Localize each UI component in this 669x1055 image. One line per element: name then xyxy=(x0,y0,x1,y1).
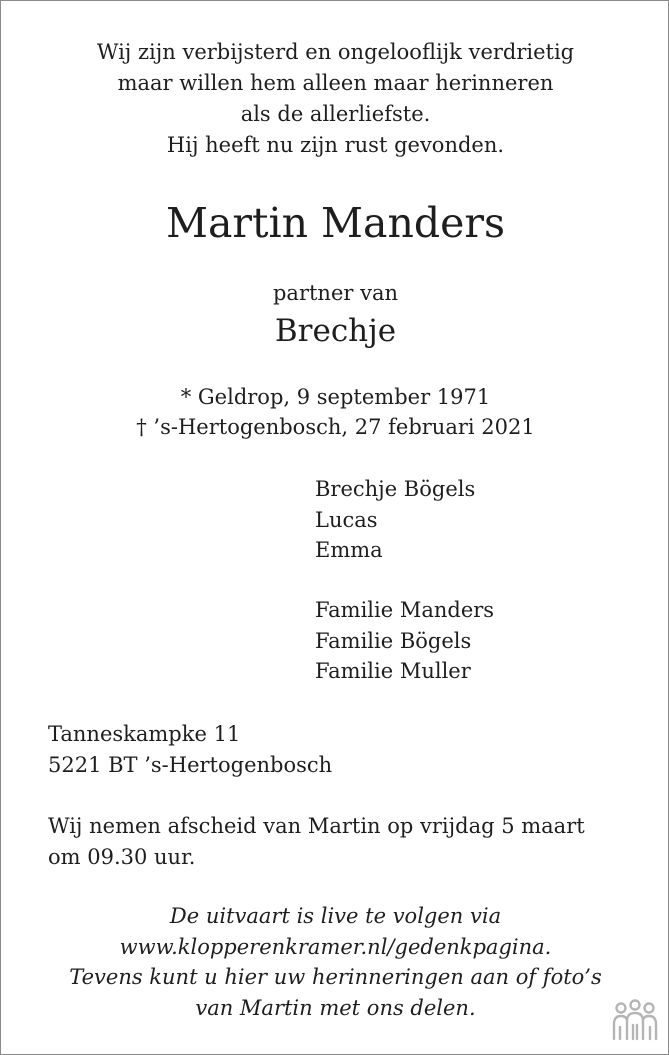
farewell-line-1: Wij nemen afscheid van Martin op vrijdag 5 maart xyxy=(48,814,585,838)
birth-date: * Geldrop, 9 september 1971 xyxy=(180,385,491,409)
partner-label: partner van xyxy=(272,281,398,305)
farewell-notice xyxy=(48,811,585,872)
family-member: Brechje Bögels xyxy=(315,477,476,501)
family-member: Familie Bögels xyxy=(315,628,472,653)
address-street: Tanneskampke 11 xyxy=(48,722,241,746)
family-member: Familie Manders xyxy=(315,598,495,622)
intro-text xyxy=(1,37,669,161)
intro-line-1: Wij zijn verbijsterd en ongelooflijk verdrietig xyxy=(96,40,575,64)
address-city: 5221 BT ’s-Hertogenbosch xyxy=(48,752,333,777)
family-list-2 xyxy=(315,595,494,687)
livestream-link[interactable]: www.klopperenkramer.nl/gedenkpagina. xyxy=(119,934,552,959)
intro-line-4: Hij heeft nu zijn rust gevonden. xyxy=(166,133,505,157)
livestream-line-3: Tevens kunt u hier uw herinneringen aan of foto’s xyxy=(69,965,602,989)
deceased-name: Martin Manders xyxy=(165,199,506,247)
people-group-icon xyxy=(611,999,659,1041)
family-list-1 xyxy=(315,474,475,566)
family-member: Emma xyxy=(315,538,383,562)
family-member: Lucas xyxy=(315,507,378,532)
intro-line-2: maar willen hem alleen maar herinneren xyxy=(117,71,554,95)
livestream-line-4: van Martin met ons delen. xyxy=(195,995,476,1020)
livestream-notice xyxy=(1,901,669,1023)
farewell-line-2: om 09.30 uur. xyxy=(48,844,196,869)
address-block xyxy=(48,719,332,780)
life-dates xyxy=(1,382,669,442)
family-member: Familie Muller xyxy=(315,659,471,683)
death-date: † ’s-Hertogenbosch, 27 februari 2021 xyxy=(136,415,535,439)
intro-line-3: als de allerliefste. xyxy=(240,102,431,126)
partner-name: Brechje xyxy=(274,313,397,349)
livestream-line-1: De uitvaart is live te volgen via xyxy=(169,904,502,928)
